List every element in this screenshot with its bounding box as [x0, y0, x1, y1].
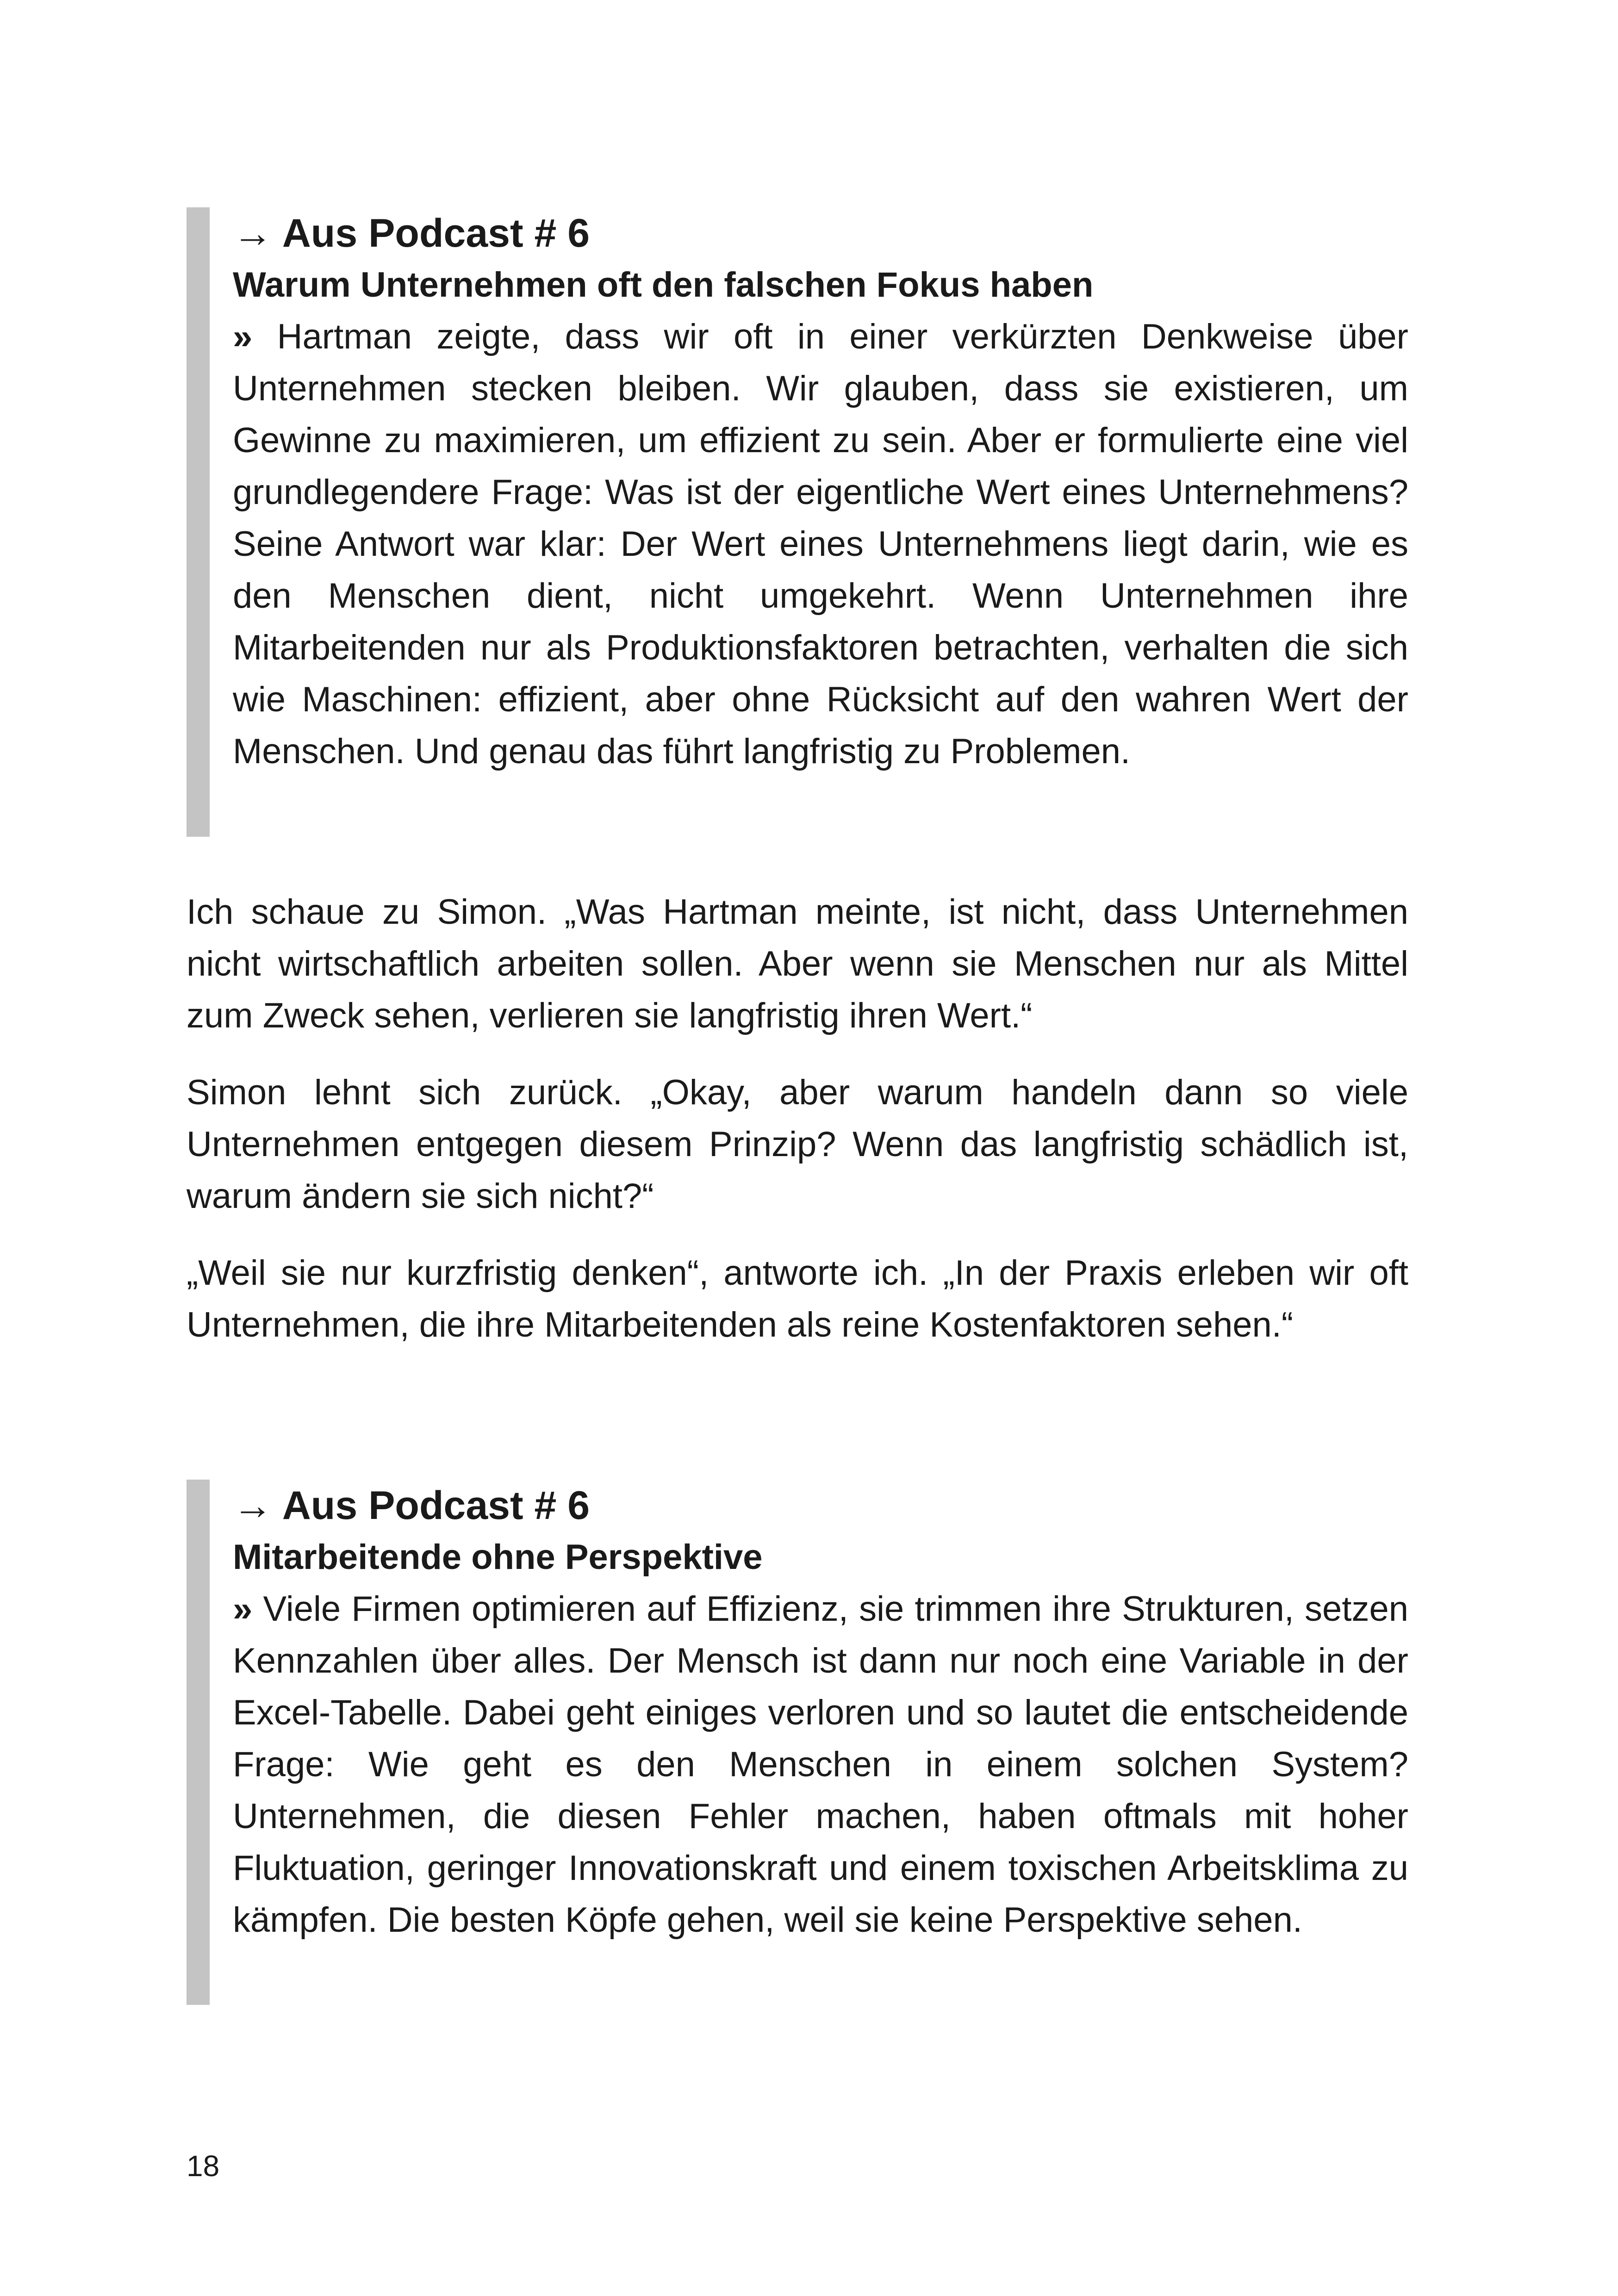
page-number: 18	[187, 2149, 220, 2183]
narrative-paragraph: „Weil sie nur kurzfristig denken“, antworte ich. „In der Praxis erleben wir oft Unternehmen, die ihre Mitarbeitenden als reine Kostenfaktoren sehen.“	[187, 1253, 1408, 1344]
podcast-callout	[187, 207, 1408, 837]
narrative-paragraph: Ich schaue zu Simon. „Was Hartman meinte, ist nicht, dass Unternehmen nicht wirtschaftlich arbeiten sollen. Aber wenn sie Menschen nur als Mittel zum Zweck sehen, verlieren sie langfristig ihren Wert.“	[187, 892, 1408, 1035]
callout-heading: → Aus Podcast # 6	[233, 211, 590, 255]
quote-mark: »	[233, 317, 253, 356]
callout-body-text: Viele Firmen optimieren auf Effizienz, sie trimmen ihre Strukturen, setzen Kennzahlen über alles. Der Mensch ist dann nur noch eine Variable in der Excel-Tabelle. Dabei geht einiges verloren und so lautet die entscheidende Frage: Wie geht es den Menschen in einem solchen System? Unternehmen, die diesen Fehler machen, haben oftmals mit hoher Fluktuation, geringer Innovationskraft und einem toxischen Arbeitsklima zu kämpfen. Die besten Köpfe gehen, weil sie keine Perspektive sehen.	[233, 1589, 1408, 1940]
callout-body	[233, 311, 1408, 778]
narrative-paragraph: Simon lehnt sich zurück. „Okay, aber warum handeln dann so viele Unternehmen entgegen diesem Prinzip? Wenn das langfristig schädlich ist, warum ändern sie sich nicht?“	[187, 1073, 1408, 1216]
callout-body	[233, 1583, 1408, 1946]
callout-body-text: Hartman zeigte, dass wir oft in einer verkürzten Denkweise über Unternehmen stecken bleiben. Wir glauben, dass sie existieren, um Gewinne zu maximieren, um effizient zu sein. Aber er formulierte eine viel grundlegendere Frage: Was ist der eigentliche Wert eines Unternehmens? Seine Antwort war klar: Der Wert eines Unternehmens liegt darin, wie es den Menschen dient, nicht umgekehrt. Wenn Unternehmen ihre Mitarbeitenden nur als Produktionsfaktoren betrachten, verhalten die sich wie Maschinen: effizient, aber ohne Rücksicht auf den wahren Wert der Menschen. Und genau das führt langfristig zu Problemen.	[233, 317, 1408, 771]
podcast-callout	[187, 1480, 1408, 2005]
callout-heading: → Aus Podcast # 6	[233, 1483, 590, 1528]
quote-mark: »	[233, 1589, 253, 1629]
callout-subheading: Mitarbeitende ohne Perspektive	[233, 1537, 763, 1577]
callout-subheading: Warum Unternehmen oft den falschen Fokus haben	[233, 265, 1094, 305]
